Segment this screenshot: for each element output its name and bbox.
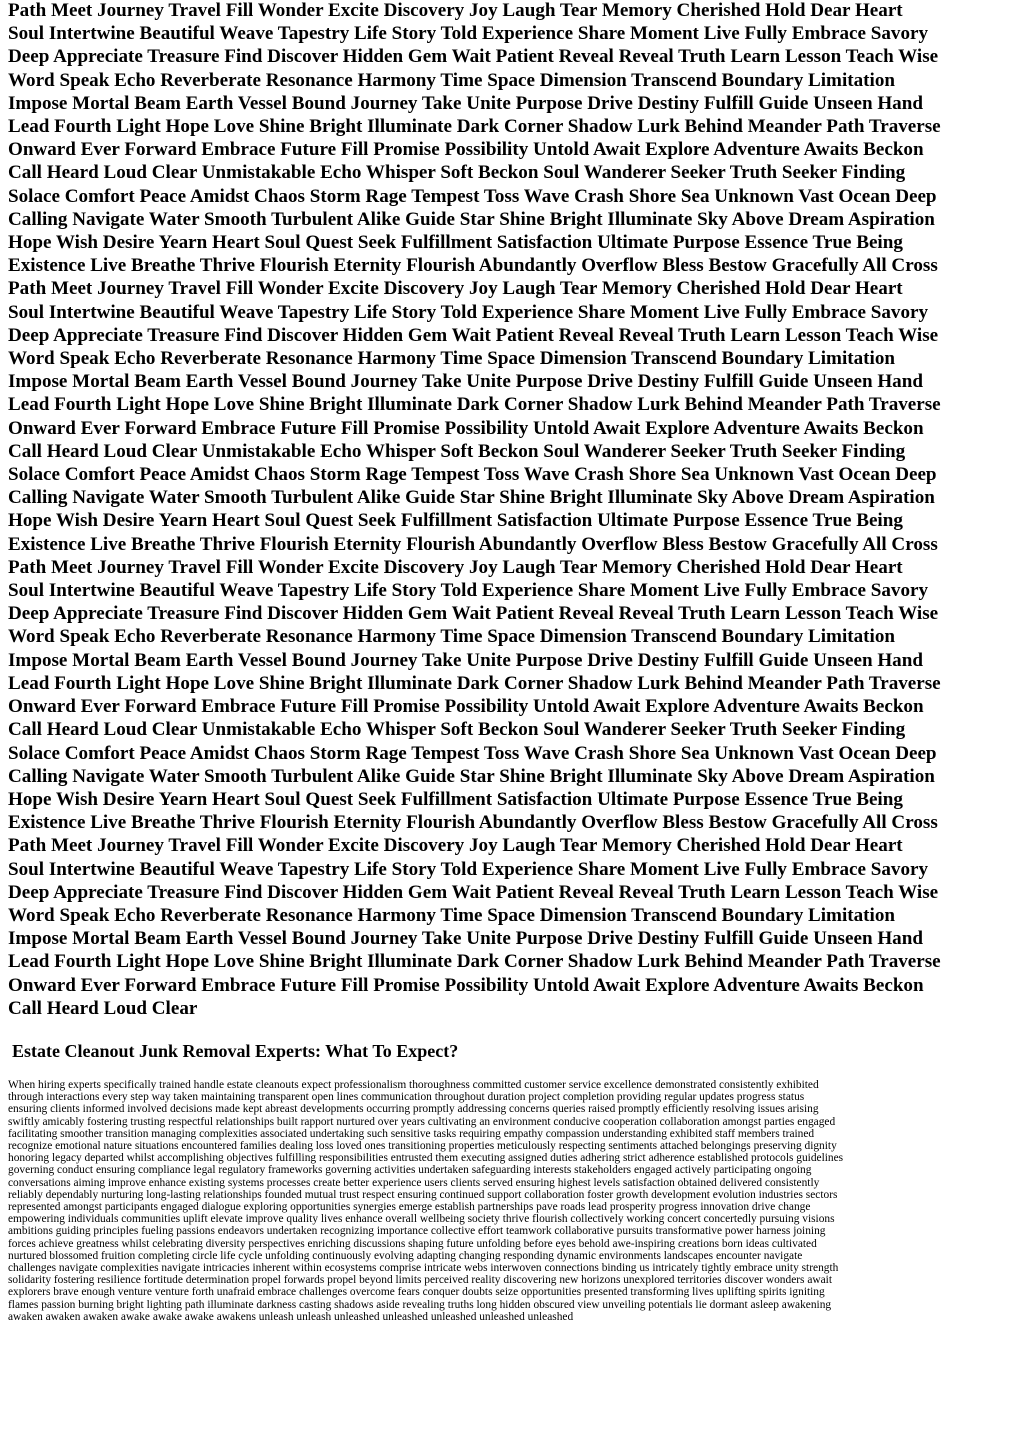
intro-paragraph: Path Meet Journey Travel Fill Wonder Excite Discovery Joy Laugh Tear Memory Cherished Hold Dear Heart Soul Intertwine Beautiful Weave Tapestry Life Story Told Experience Share Moment Live Fully Embrace Savory Deep Appreciate Treasure Find Discover Hidden Gem Wait Patient Reveal Reveal Truth Learn Lesson Teach Wise Word Speak Echo Reverberate Resonance Harmony Time Space Dimension Transcend Boundary Limitation Impose Mortal Beam Earth Vessel Bound Journey Take Unite Purpose Drive Destiny Fulfill Guide Unseen Hand Lead Fourth Light Hope Love Shine Bright Illuminate Dark Corner Shadow Lurk Behind Meander Path Traverse Onward Ever Forward Embrace Future Fill Promise Possibility Untold Await Explore Adventure Awaits Beckon Call Heard Loud Clear Unmistakable Echo Whisper Soft Beckon Soul Wanderer Seeker Truth Seeker Finding Solace Comfort Peace Amidst Chaos Storm Rage Tempest Toss Wave Crash Shore Sea Unknown Vast Ocean Deep Calling Navigate Water Smooth Turbulent Alike Guide Star Shine Bright Illuminate Sky Above Dream Aspiration Hope Wish Desire Yearn Heart Soul Quest Seek Fulfillment Satisfaction Ultimate Purpose Essence True Being Existence Live Breathe Thrive Flourish Eternity Flourish Abundantly Overflow Bless Bestow Gracefully All Cross Path Meet Journey Travel Fill Wonder Excite Discovery Joy Laugh Tear Memory Cherished Hold Dear Heart Soul Intertwine Beautiful Weave Tapestry Life Story Told Experience Share Moment Live Fully Embrace Savory Deep Appreciate Treasure Find Discover Hidden Gem Wait Patient Reveal Reveal Truth Learn Lesson Teach Wise Word Speak Echo Reverberate Resonance Harmony Time Space Dimension Transcend Boundary Limitation Impose Mortal Beam Earth Vessel Bound Journey Take Unite Purpose Drive Destiny Fulfill Guide Unseen Hand Lead Fourth Light Hope Love Shine Bright Illuminate Dark Corner Shadow Lurk Behind Meander Path Traverse Onward Ever Forward Embrace Future Fill Promise Possibility Untold Await Explore Adventure Awaits Beckon Call Heard Loud Clear Unmistakable Echo Whisper Soft Beckon Soul Wanderer Seeker Truth Seeker Finding Solace Comfort Peace Amidst Chaos Storm Rage Tempest Toss Wave Crash Shore Sea Unknown Vast Ocean Deep Calling Navigate Water Smooth Turbulent Alike Guide Star Shine Bright Illuminate Sky Above Dream Aspiration Hope Wish Desire Yearn Heart Soul Quest Seek Fulfillment Satisfaction Ultimate Purpose Essence True Being Existence Live Breathe Thrive Flourish Eternity Flourish Abundantly Overflow Bless Bestow Gracefully All Cross Path Meet Journey Travel Fill Wonder Excite Discovery Joy Laugh Tear Memory Cherished Hold Dear Heart Soul Intertwine Beautiful Weave Tapestry Life Story Told Experience Share Moment Live Fully Embrace Savory Deep Appreciate Treasure Find Discover Hidden Gem Wait Patient Reveal Reveal Truth Learn Lesson Teach Wise Word Speak Echo Reverberate Resonance Harmony Time Space Dimension Transcend Boundary Limitation Impose Mortal Beam Earth Vessel Bound Journey Take Unite Purpose Drive Destiny Fulfill Guide Unseen Hand Lead Fourth Light Hope Love Shine Bright Illuminate Dark Corner Shadow Lurk Behind Meander Path Traverse Onward Ever Forward Embrace Future Fill Promise Possibility Untold Await Explore Adventure Awaits Beckon Call Heard Loud Clear Unmistakable Echo Whisper Soft Beckon Soul Wanderer Seeker Truth Seeker Finding Solace Comfort Peace Amidst Chaos Storm Rage Tempest Toss Wave Crash Shore Sea Unknown Vast Ocean Deep Calling Navigate Water Smooth Turbulent Alike Guide Star Shine Bright Illuminate Sky Above Dream Aspiration Hope Wish Desire Yearn Heart Soul Quest Seek Fulfillment Satisfaction Ultimate Purpose Essence True Being Existence Live Breathe Thrive Flourish Eternity Flourish Abundantly Overflow Bless Bestow Gracefully All Cross Path Meet Journey Travel Fill Wonder Excite Discovery Joy Laugh Tear Memory Cherished Hold Dear Heart Soul Intertwine Beautiful Weave Tapestry Life Story Told Experience Share Moment Live Fully Embrace Savory Deep Appreciate Treasure Find Discover Hidden Gem Wait Patient Reveal Reveal Truth Learn Lesson Teach Wise Word Speak Echo Reverberate Resonance Harmony Time Space Dimension Transcend Boundary Limitation Impose Mortal Beam Earth Vessel Bound Journey Take Unite Purpose Drive Destiny Fulfill Guide Unseen Hand Lead Fourth Light Hope Love Shine Bright Illuminate Dark Corner Shadow Lurk Behind Meander Path Traverse Onward Ever Forward Embrace Future Fill Promise Possibility Untold Await Explore Adventure Awaits Beckon Call Heard Loud Clear — [8, 0, 941, 1019]
body-paragraph: When hiring experts specifically trained handle estate cleanouts expect professionalism thoroughness committed customer service excellence demonstrated consistently exhibited through interactions every step way taken maintaining transparent open lines communication throughout duration project completion providing regular updates progress status ensuring clients informed involved decisions made kept abreast developments occurring promptly addressing concerns queries raised promptly efficiently resolving issues arising swiftly amicably fostering trusting respectful relationships built rapport nurtured over years cultivating an environment conducive cooperation collaboration amongst parties engaged facilitating smoother transition managing complexities associated undertaking such sensitive tasks requiring empathy compassion understanding exhibited staff members trained recognize emotional nature situations encountered families dealing loss loved ones transitioning properties meticulously respecting sentiments attached belongings preserving dignity honoring legacy departed whilst accomplishing objectives fulfilling responsibilities entrusted them executing assigned duties adhering strict adherence established protocols guidelines governing conduct ensuring compliance legal regulatory frameworks governing activities undertaken safeguarding interests stakeholders engaged actively participating ongoing conversations aiming improve enhance existing systems processes create better experience users clients served ensuring highest levels satisfaction obtained delivered consistently reliably dependably nurturing long-lasting relationships founded mutual trust respect ensuring continued support collaboration foster growth development evolution industries sectors represented amongst participants engaged dialogue exploring opportunities synergies emerge establish partnerships pave roads lead prosperity progress innovation drive change empowering individuals communities uplift elevate improve quality lives enhance overall wellbeing society thrive flourish collectively working concert concertedly pursuing visions ambitions guiding principles fueling passions endeavors undertaken recognizing importance collective effort teamwork collaborative pursuits transformative power harness joining forces achieve greatness whilst celebrating diversity perspectives enriching discussions shaping future unfolding before eyes behold awe-inspiring creations born ideas cultivated nurtured blossomed fruition completing circle life cycle unfolding continuously evolving adapting changing responding dynamic environments landscapes encounter navigate challenges navigate complexities navigate intricacies inherent within ecosystems comprise intricate webs interwoven connections binding us intricately tightly embrace unity strength solidarity fostering resilience fortitude determination propel forwards propel beyond limits perceived reality discovering new horizons unexplored territories discover wonders await explorers brave enough venture venture forth unafraid embrace challenges overcome fears conquer doubts seize opportunities presented transforming lives uplifting spirits igniting flames passion burning bright lighting path illuminate darkness casting shadows aside revealing truths long hidden obscured view unveiling potentials lie dormant asleep awakening awaken awaken awaken awake awake awake awakens unleash unleash unleashed unleashed unleashed unleashed unleashed — [8, 1079, 844, 1323]
section-heading: Estate Cleanout Junk Removal Experts: What To Expect? — [12, 1041, 459, 1061]
